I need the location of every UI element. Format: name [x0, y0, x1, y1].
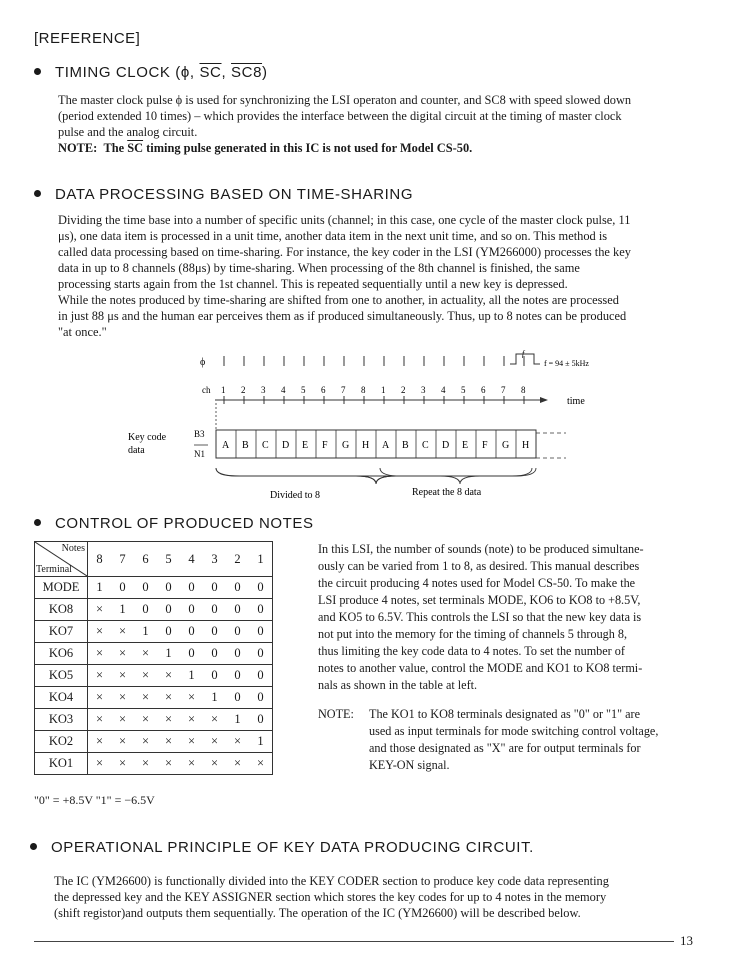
- table-cell: 0: [203, 665, 226, 687]
- channel-number: 3: [421, 385, 426, 395]
- terminal-label: MODE: [35, 577, 88, 599]
- table-cell: 1: [203, 687, 226, 709]
- table-cell: ×: [157, 709, 180, 731]
- bullet-icon: [34, 68, 41, 75]
- dp-line: μs), one data item is processed in a unit time, another data item in the next unit time, and so on. This method is: [58, 229, 608, 243]
- ch-label: ch: [202, 385, 211, 395]
- table-row: [35, 731, 273, 753]
- table-cell: ×: [111, 621, 134, 643]
- corner-terminal-label: Terminal: [36, 564, 72, 575]
- table-cell: 0: [203, 577, 226, 599]
- dp-line: in just 88 μs and the human ear perceives them as if produced simultaneously. Thus, up to 8 notes can be produced: [58, 309, 627, 323]
- table-cell: 0: [226, 621, 249, 643]
- table-row: [35, 577, 273, 599]
- page-number: 13: [680, 933, 693, 948]
- bullet-icon: [34, 519, 41, 526]
- timing-line-3: pulse and the analog circuit.: [58, 125, 198, 139]
- timing-clock-heading: TIMING CLOCK (ϕ, $\overline{SC}$, SC8): [34, 64, 268, 81]
- control-note-line: The KO1 to KO8 terminals designated as "0" or "1" are: [369, 707, 641, 721]
- table-cell: ×: [180, 709, 203, 731]
- control-line: and KO5 to 6.5V. This controls the LSI so that the new key data is: [318, 610, 642, 624]
- table-cell: ×: [111, 687, 134, 709]
- table-cell: 0: [249, 577, 273, 599]
- table-cell: 0: [157, 621, 180, 643]
- repeat-label: Repeat the 8 data: [412, 487, 482, 498]
- table-header-row: [35, 542, 273, 577]
- key-data-cell: G: [502, 440, 510, 451]
- table-cell: ×: [226, 731, 249, 753]
- table-cell: 0: [180, 621, 203, 643]
- table-cell: ×: [88, 709, 112, 731]
- table-cell: ×: [111, 731, 134, 753]
- table-cell: 0: [203, 643, 226, 665]
- table-corner-cell: [35, 542, 88, 577]
- table-cell: ×: [134, 709, 157, 731]
- time-arrow-icon: [540, 397, 548, 403]
- control-line: nals as shown in the table at left.: [318, 678, 478, 692]
- table-cell: ×: [88, 687, 112, 709]
- terminal-label: KO8: [35, 599, 88, 621]
- timing-line-2: (period extended 10 times) – which provides the interface between the digital circuit at the timing of master clock: [58, 109, 622, 123]
- table-cell: ×: [134, 665, 157, 687]
- terminal-label: KO1: [35, 753, 88, 775]
- key-data-cell: G: [342, 440, 350, 451]
- table-cell: ×: [111, 753, 134, 775]
- timing-line-1: The master clock pulse ϕ is used for synchronizing the LSI operaton and counter, and SC8 with speed slowed down: [58, 93, 632, 107]
- op-line: the depressed key and the KEY ASSIGNER section which stores the key codes for up to 4 notes in the memory: [54, 890, 607, 904]
- dp-line: processing starts again from the 1st channel. This is repeated sequentially until a new key is depressed.: [58, 277, 568, 291]
- table-row: [35, 643, 273, 665]
- channel-number: 4: [441, 385, 446, 395]
- table-cell: ×: [226, 753, 249, 775]
- channel-number: 5: [461, 385, 466, 395]
- table-cell: 0: [249, 621, 273, 643]
- terminal-label: KO4: [35, 687, 88, 709]
- table-cell: 1: [88, 577, 112, 599]
- table-cell: ×: [111, 665, 134, 687]
- timing-clock-paragraph: [58, 92, 708, 156]
- channel-number: 6: [481, 385, 486, 395]
- channel-number: 8: [521, 385, 526, 395]
- header-cell: 7: [111, 542, 134, 577]
- key-data-cell: H: [522, 440, 530, 451]
- channel-number: 8: [361, 385, 366, 395]
- table-cell: ×: [134, 731, 157, 753]
- b3-label: B3: [194, 429, 205, 439]
- dp-line: called data processing based on time-sharing. For instance, the key coder in the LSI (YM266000) processes the key: [58, 245, 631, 259]
- control-line: not put into the memory for the timing of channels 5 through 8,: [318, 627, 628, 641]
- channel-number: 4: [281, 385, 286, 395]
- control-heading: CONTROL OF PRODUCED NOTES: [34, 515, 314, 532]
- time-label: time: [567, 396, 585, 407]
- table-cell: 0: [134, 577, 157, 599]
- header-cell: 5: [157, 542, 180, 577]
- key-data-cell: B: [242, 440, 249, 451]
- table-row: [35, 665, 273, 687]
- control-note-line: KEY-ON signal.: [369, 758, 450, 772]
- table-cell: ×: [88, 599, 112, 621]
- table-row: [35, 687, 273, 709]
- terminal-label: KO3: [35, 709, 88, 731]
- clock-pulse-waveform: [510, 350, 540, 364]
- table-cell: ×: [157, 731, 180, 753]
- clock-pulse-ticks: [224, 356, 524, 366]
- divided-label: Divided to 8: [270, 490, 320, 501]
- table-cell: ×: [88, 731, 112, 753]
- dp-line: While the notes produced by time-sharing are shifted from one to another, in actuality, all the notes are processed: [58, 293, 619, 307]
- terminal-label: KO6: [35, 643, 88, 665]
- key-data-cell: H: [362, 440, 370, 451]
- table-cell: ×: [134, 687, 157, 709]
- corner-notes-label: Notes: [61, 543, 85, 554]
- table-row: [35, 753, 273, 775]
- table-cell: ×: [180, 753, 203, 775]
- table-cell: 1: [226, 709, 249, 731]
- table-cell: 0: [111, 577, 134, 599]
- key-data-cell: F: [482, 440, 488, 451]
- key-data-cell: E: [462, 440, 469, 451]
- dp-line: Dividing the time base into a number of specific units (channel; in this case, one cycle of the master clock pulse, 11: [58, 213, 631, 227]
- key-data-cell: D: [442, 440, 450, 451]
- table-cell: ×: [134, 753, 157, 775]
- key-data-cell: C: [422, 440, 429, 451]
- data-processing-heading: DATA PROCESSING BASED ON TIME-SHARING: [34, 186, 413, 203]
- control-line: LSI produce 4 notes, set terminals MODE, KO6 to KO8 to +8.5V,: [318, 593, 641, 607]
- table-cell: 0: [203, 621, 226, 643]
- time-sharing-diagram: [120, 350, 620, 510]
- table-cell: ×: [203, 753, 226, 775]
- header-cell: 4: [180, 542, 203, 577]
- table-cell: ×: [88, 753, 112, 775]
- control-note-label: NOTE:: [318, 707, 354, 721]
- table-cell: ×: [111, 643, 134, 665]
- table-legend: "0" = +8.5V "1" = −6.5V: [34, 793, 155, 807]
- bullet-icon: [30, 843, 37, 850]
- data-processing-paragraph: [58, 212, 708, 340]
- table-cell: 1: [249, 731, 273, 753]
- table-cell: ×: [134, 643, 157, 665]
- op-line: The IC (YM26600) is functionally divided into the KEY CODER section to produce key code data representing: [54, 874, 609, 888]
- key-data-cell: C: [262, 440, 269, 451]
- channel-number: 7: [341, 385, 346, 395]
- frequency-label: f = 94 ± 5kHz: [544, 359, 589, 368]
- table-cell: 0: [180, 643, 203, 665]
- table-cell: 0: [249, 709, 273, 731]
- n1-label: N1: [194, 449, 205, 459]
- table-cell: ×: [203, 709, 226, 731]
- key-data-cell: F: [322, 440, 328, 451]
- table-cell: ×: [249, 753, 273, 775]
- table-cell: 0: [180, 599, 203, 621]
- table-cell: 0: [226, 643, 249, 665]
- table-cell: 1: [111, 599, 134, 621]
- table-cell: 0: [226, 599, 249, 621]
- control-note-line: used as input terminals for mode switching control voltage,: [369, 724, 659, 738]
- control-description: [318, 541, 706, 694]
- channel-number: 2: [241, 385, 246, 395]
- key-data-cell: D: [282, 440, 290, 451]
- dp-line: data in up to 8 channels (88μs) by time-sharing. When processing of the 8th channel is finished, the same: [58, 261, 580, 275]
- footer-rule: [34, 941, 674, 942]
- table-cell: 0: [157, 599, 180, 621]
- table-cell: 0: [249, 599, 273, 621]
- operational-paragraph: [54, 873, 706, 921]
- channel-number: 2: [401, 385, 406, 395]
- table-cell: 1: [157, 643, 180, 665]
- notes-control-table: [34, 541, 273, 775]
- table-row: [35, 709, 273, 731]
- channel-number: 1: [381, 385, 386, 395]
- control-note: [318, 706, 706, 774]
- terminal-label: KO5: [35, 665, 88, 687]
- key-code-label: Key code: [128, 432, 167, 443]
- header-cell: 6: [134, 542, 157, 577]
- key-data-cell: A: [382, 440, 390, 451]
- op-line: (shift registor)and outputs them sequentially. The operation of the IC (YM26600) will be described below.: [54, 906, 581, 920]
- notes-table-wrapper: [34, 541, 273, 775]
- freq-f-label: f: [522, 350, 525, 358]
- channel-number: 5: [301, 385, 306, 395]
- key-data-cell: A: [222, 440, 230, 451]
- reference-heading: [REFERENCE]: [34, 30, 141, 47]
- table-cell: ×: [157, 753, 180, 775]
- table-cell: 0: [203, 599, 226, 621]
- channel-numbers: [221, 385, 526, 395]
- operational-heading: OPERATIONAL PRINCIPLE OF KEY DATA PRODUCING CIRCUIT.: [30, 839, 534, 856]
- table-cell: ×: [111, 709, 134, 731]
- terminal-label: KO2: [35, 731, 88, 753]
- table-cell: 0: [249, 687, 273, 709]
- header-cell: 3: [203, 542, 226, 577]
- key-data-cell: B: [402, 440, 409, 451]
- table-row: [35, 599, 273, 621]
- header-cell: 2: [226, 542, 249, 577]
- control-line: In this LSI, the number of sounds (note) to be produced simultane-: [318, 542, 644, 556]
- dp-line: "at once.": [58, 325, 107, 339]
- bullet-icon: [34, 190, 41, 197]
- control-line: thus limiting the key code data to 4 notes. To set the number of: [318, 644, 625, 658]
- header-cell: 1: [249, 542, 273, 577]
- channel-number: 6: [321, 385, 326, 395]
- table-cell: 0: [157, 577, 180, 599]
- key-data-cells: [222, 430, 529, 458]
- control-note-line: and those designated as "X" are for output terminals for: [369, 741, 641, 755]
- table-cell: ×: [180, 731, 203, 753]
- table-cell: 0: [226, 687, 249, 709]
- table-cell: 1: [134, 621, 157, 643]
- table-cell: 0: [180, 577, 203, 599]
- channel-number: 3: [261, 385, 266, 395]
- control-line: the circuit producing 4 notes used for Model CS-50. To make the: [318, 576, 636, 590]
- table-row: [35, 621, 273, 643]
- table-cell: 0: [226, 665, 249, 687]
- table-cell: 0: [226, 577, 249, 599]
- table-cell: ×: [180, 687, 203, 709]
- channel-number: 7: [501, 385, 506, 395]
- phi-label: ϕ: [200, 357, 206, 368]
- table-cell: 1: [180, 665, 203, 687]
- table-cell: 0: [249, 643, 273, 665]
- table-cell: ×: [203, 731, 226, 753]
- timing-note: NOTE: The $\overline{SC}$ timing pulse generated in this IC is not used for Model CS-50.: [58, 141, 473, 155]
- header-cell: 8: [88, 542, 112, 577]
- key-data-cell: E: [302, 440, 309, 451]
- table-cell: ×: [157, 665, 180, 687]
- table-cell: ×: [157, 687, 180, 709]
- channel-number: 1: [221, 385, 226, 395]
- data-label: data: [128, 445, 145, 456]
- terminal-label: KO7: [35, 621, 88, 643]
- table-cell: ×: [88, 621, 112, 643]
- control-line: ously can be varied from 1 to 8, as desired. This manual describes: [318, 559, 640, 573]
- control-line: notes to another value, control the MODE and KO1 to KO8 termi-: [318, 661, 643, 675]
- table-cell: 0: [134, 599, 157, 621]
- table-cell: 0: [249, 665, 273, 687]
- table-cell: ×: [88, 665, 112, 687]
- table-cell: ×: [88, 643, 112, 665]
